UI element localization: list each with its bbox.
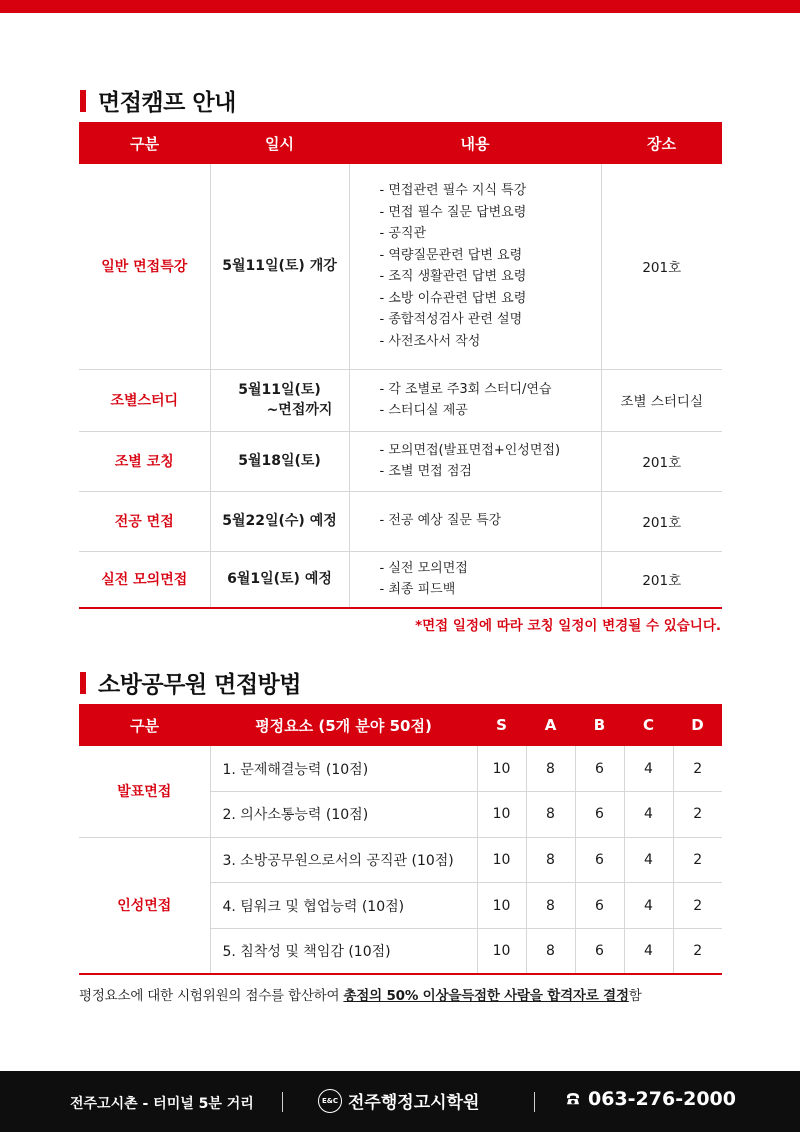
content-item: - 면접관련 필수 지식 특강 (379, 183, 527, 199)
score-cell: 8 (526, 928, 575, 974)
row-category: 조별 코칭 (79, 431, 210, 491)
content-item: - 종합적성검사 관련 설명 (379, 312, 523, 328)
score-cell: 2 (673, 792, 722, 838)
content-item: - 사전조사서 작성 (379, 333, 481, 349)
row-date (210, 491, 349, 551)
score-cell: 8 (526, 746, 575, 792)
row-content (349, 491, 601, 551)
table-row (79, 164, 722, 369)
header-category: 구분 (79, 704, 210, 746)
row-date (210, 431, 349, 491)
footer-phone[interactable] (564, 1088, 736, 1110)
method-header-row (79, 704, 722, 746)
score-cell: 4 (624, 928, 673, 974)
group-category: 발표면접 (79, 746, 210, 837)
table-row (79, 837, 722, 883)
content-item: - 면접 필수 질문 답변요령 (379, 204, 527, 220)
header-grade-c: C (624, 704, 673, 746)
group-category: 인성면접 (79, 837, 210, 974)
table-row (79, 551, 722, 608)
date-line: 5월11일(토) 개강 (222, 258, 337, 275)
content-item: - 조별 면접 점검 (379, 464, 472, 479)
score-cell: 4 (624, 883, 673, 929)
table-row (79, 746, 722, 792)
table-row (79, 431, 722, 491)
header-criteria: 평정요소 (5개 분야 50점) (210, 704, 477, 746)
footer-divider (282, 1092, 283, 1112)
score-cell: 6 (575, 746, 624, 792)
score-cell: 10 (477, 746, 526, 792)
row-category: 실전 모의면접 (79, 551, 210, 608)
content-item: - 역량질문관련 답변 요령 (379, 247, 523, 263)
row-place: 201호 (601, 164, 722, 369)
title-marker (80, 672, 86, 694)
passing-criteria-summary (79, 984, 722, 1004)
phone-icon (564, 1090, 582, 1108)
date-line: ~면접까지 (266, 402, 333, 418)
row-content (349, 551, 601, 608)
score-cell: 2 (673, 746, 722, 792)
row-category: 일반 면접특강 (79, 164, 210, 369)
criteria-item: 4. 팀워크 및 협업능력 (10점) (210, 883, 477, 929)
content-item: - 공직관 (379, 226, 426, 242)
score-cell: 2 (673, 837, 722, 883)
score-cell: 8 (526, 792, 575, 838)
row-date (210, 369, 349, 431)
footer-academy (318, 1088, 479, 1113)
method-section-title (80, 666, 301, 699)
score-cell: 8 (526, 883, 575, 929)
score-cell: 6 (575, 792, 624, 838)
content-item: - 최종 피드백 (379, 582, 456, 598)
date-line: 5월18일(토) (238, 453, 321, 469)
date-line: 6월1일(토) 예정 (227, 571, 332, 588)
academy-logo-icon: E&C (318, 1089, 342, 1113)
header-content: 내용 (349, 122, 601, 164)
row-content (349, 164, 601, 369)
header-grade-s: S (477, 704, 526, 746)
content-item: - 실전 모의면접 (379, 560, 468, 576)
header-category: 구분 (79, 122, 210, 164)
phone-number[interactable]: 063-276-2000 (588, 1088, 736, 1110)
row-place: 201호 (601, 491, 722, 551)
score-cell: 4 (624, 837, 673, 883)
score-cell: 8 (526, 837, 575, 883)
summary-emphasis: 총점의 50% 이상을득점한 사람을 합격자로 결정 (343, 988, 629, 1004)
footer-divider (534, 1092, 535, 1112)
score-cell: 2 (673, 883, 722, 929)
criteria-item: 3. 소방공무원으로서의 공직관 (10점) (210, 837, 477, 883)
score-cell: 4 (624, 792, 673, 838)
method-title-text: 소방공무원 면접방법 (98, 672, 301, 698)
row-content (349, 369, 601, 431)
camp-schedule-table (79, 122, 722, 609)
date-line: 5월11일(토) (238, 382, 321, 398)
row-category: 전공 면접 (79, 491, 210, 551)
top-accent-bar (0, 0, 800, 13)
row-place: 201호 (601, 431, 722, 491)
content-item: - 소방 이슈관련 답변 요령 (379, 290, 527, 306)
header-date: 일시 (210, 122, 349, 164)
schedule-change-note: *면접 일정에 따라 코칭 일정이 변경될 수 있습니다. (415, 618, 721, 634)
summary-text: 평정요소에 대한 시험위원의 점수를 합산하여 (79, 988, 344, 1004)
row-place: 조별 스터디실 (601, 369, 722, 431)
score-cell: 10 (477, 837, 526, 883)
interview-method-table (79, 704, 722, 975)
header-place: 장소 (601, 122, 722, 164)
row-date (210, 164, 349, 369)
header-grade-a: A (526, 704, 575, 746)
table-row (79, 491, 722, 551)
row-category: 조별스터디 (79, 369, 210, 431)
content-item: - 모의면접(발표면접+인성면접) (379, 442, 561, 458)
score-cell: 2 (673, 928, 722, 974)
date-line: 5월22일(수) 예정 (222, 513, 337, 529)
summary-text-end: 함 (628, 988, 642, 1004)
score-cell: 6 (575, 883, 624, 929)
content-item: - 스터디실 제공 (379, 403, 468, 418)
score-cell: 6 (575, 928, 624, 974)
row-content (349, 431, 601, 491)
academy-name: 전주행정고시학원 (348, 1093, 480, 1113)
criteria-item: 1. 문제해결능력 (10점) (210, 746, 477, 792)
criteria-item: 5. 침착성 및 책임감 (10점) (210, 928, 477, 974)
score-cell: 10 (477, 792, 526, 838)
score-cell: 4 (624, 746, 673, 792)
camp-header-row (79, 122, 722, 164)
footer-location: 전주고시촌 - 터미널 5분 거리 (70, 1096, 254, 1112)
score-cell: 6 (575, 837, 624, 883)
header-grade-b: B (575, 704, 624, 746)
footer-bar (0, 1071, 800, 1132)
camp-section-title (80, 84, 236, 117)
row-date (210, 551, 349, 608)
table-row (79, 369, 722, 431)
content-item: - 각 조별로 주3회 스터디/연습 (379, 381, 552, 397)
criteria-item: 2. 의사소통능력 (10점) (210, 792, 477, 838)
title-marker (80, 90, 86, 112)
header-grade-d: D (673, 704, 722, 746)
row-place: 201호 (601, 551, 722, 608)
score-cell: 10 (477, 883, 526, 929)
content-item: - 조직 생활관련 답변 요령 (379, 269, 527, 285)
score-cell: 10 (477, 928, 526, 974)
content-item: - 전공 예상 질문 특강 (379, 513, 502, 529)
camp-title-text: 면접캠프 안내 (98, 90, 236, 116)
